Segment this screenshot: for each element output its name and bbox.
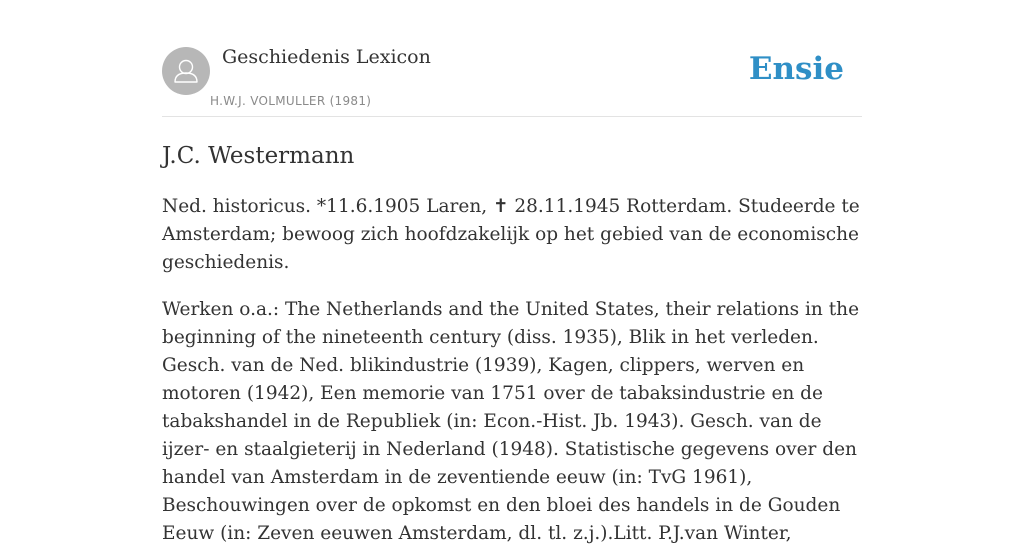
page [162,0,862,548]
entry-paragraph: Ned. historicus. *11.6.1905 Laren, ✝ 28.11.1945 Rotterdam. Studeerde te Amsterdam; bewoog zich hoofdzakelijk op het gebied van de economische geschiedenis. [162,196,860,273]
lexicon-title[interactable]: Geschiedenis Lexicon [222,46,431,68]
user-silhouette-icon [162,47,210,95]
header [162,0,862,117]
brand-logo[interactable]: Ensie [748,51,844,87]
lexicon-author[interactable]: H.W.J. VOLMULLER (1981) [210,94,372,108]
entry-title: J.C. Westermann [162,143,355,169]
entry-paragraph: Werken o.a.: The Netherlands and the United States, their relations in the beginning of the nineteenth century (diss. 1935), Blik in het verleden. Gesch. van de Ned. blikindustrie (1939), Kagen, clippers, werven en motoren (1942), Een memorie van 1751 over de tabaksindustrie en de tabakshandel in de Republiek (in: Econ.-Hist. Jb. 1943). Gesch. van de ijzer- en staalgieterij in Nederland (1948). Statistische gegevens over den handel van Amsterdam in de zeventiende eeuw (in: TvG 1961), Beschouwingen over de opkomst en den bloei des handels in de Gouden Eeuw (in: Zeven eeuwen Amsterdam, dl. tl. z.j.).Litt. P.J.van Winter, [162,299,860,544]
entry-body [162,193,862,548]
avatar[interactable] [162,47,210,95]
